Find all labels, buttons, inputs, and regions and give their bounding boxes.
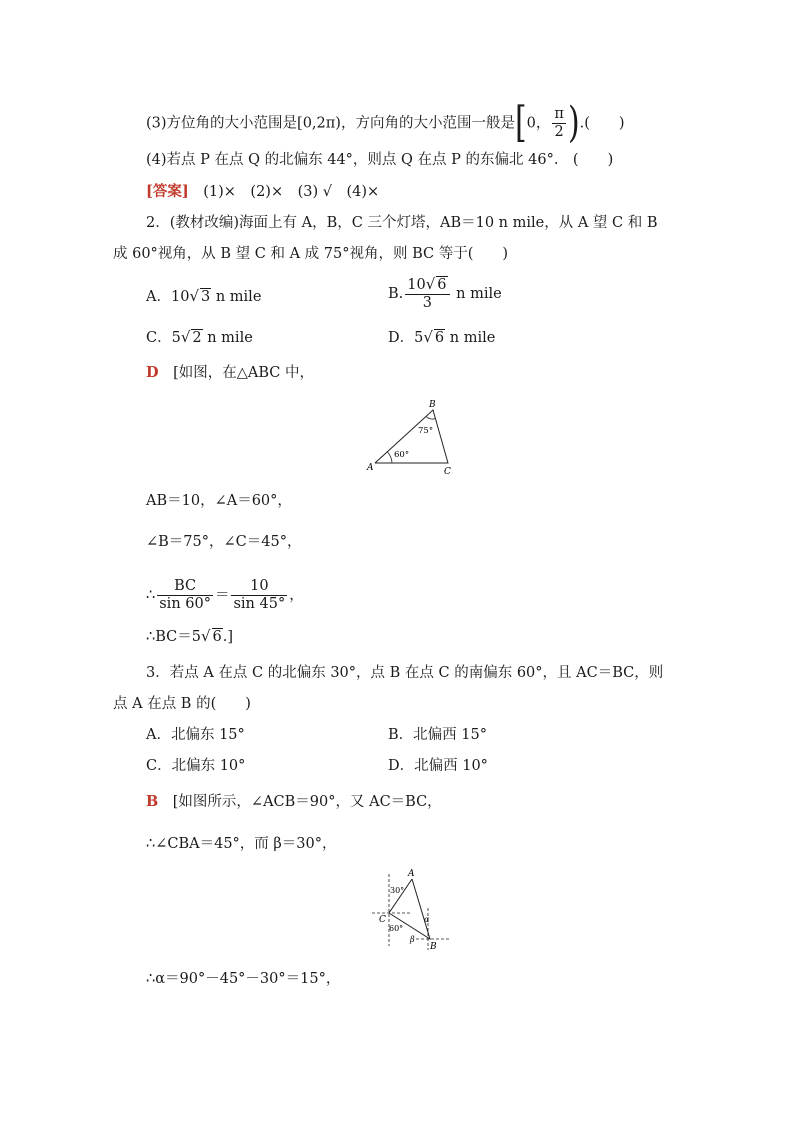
- q3-option-c: C．北偏东 10°: [146, 758, 246, 774]
- sqrt-sign: √: [423, 328, 433, 346]
- q2-option-b: [388, 276, 502, 312]
- pi-denominator: 2: [554, 124, 564, 140]
- sqrt-sign: √: [200, 627, 211, 645]
- sqrt-sign: √: [180, 328, 191, 346]
- vertex-b-label: B: [429, 400, 436, 410]
- q2-answer-text: [如图，在△ABC 中，: [158, 365, 314, 381]
- q2-solution-3: [146, 578, 304, 613]
- beta-label: β: [410, 935, 415, 944]
- q2-solution-1: AB＝10，∠A＝60°，: [146, 493, 292, 509]
- answer1-line: [146, 182, 379, 202]
- sine-law-right: [231, 578, 287, 613]
- q2-option-d: [388, 327, 495, 348]
- alpha-label: α: [424, 915, 430, 924]
- bc-result-prefix: ∴BC＝5: [146, 629, 201, 645]
- q3-answer-text: [如图所示，∠ACB＝90°，又 AC＝BC，: [158, 794, 442, 810]
- answer-tag: [答案]: [146, 183, 189, 200]
- bc-result-radicand: 6: [212, 629, 222, 645]
- q3-solution-2: ∴α＝90°－45°－30°＝15°，: [146, 971, 341, 987]
- q2-option-a: [146, 286, 261, 307]
- option-d-radicand: 6: [434, 330, 445, 346]
- option-a-unit: n mile: [211, 289, 262, 305]
- pi-over-two: [552, 106, 566, 141]
- angle-30-label: 30°: [390, 886, 405, 895]
- q3-item-line: [146, 98, 625, 148]
- sqrt-sign: √: [425, 275, 436, 293]
- angle-a-label: 60°: [394, 450, 410, 460]
- option-a-prefix: A．10: [146, 289, 190, 305]
- sine-law-left-num: BC: [157, 578, 213, 596]
- option-d-unit: n mile: [445, 330, 496, 346]
- option-c-unit: n mile: [202, 330, 253, 346]
- sine-law-left: [157, 578, 213, 613]
- vertex-c-label: C: [444, 467, 451, 477]
- vertex-c-label: C: [379, 915, 386, 925]
- q3-option-b: B．北偏西 15°: [388, 727, 487, 743]
- option-d-prefix: D．5: [388, 330, 424, 346]
- angle-60-label: 60°: [389, 924, 404, 933]
- option-b-denominator: 3: [422, 295, 432, 311]
- left-bracket: [: [514, 98, 527, 148]
- q2-line2: 成 60°视角，从 B 望 C 和 A 成 75°视角，则 BC 等于( ): [113, 246, 509, 262]
- option-c-radicand: 2: [192, 330, 202, 346]
- q2-solution-2: ∠B＝75°，∠C＝45°，: [146, 534, 302, 550]
- bc-result-suffix: .]: [222, 629, 234, 645]
- vertex-b-label: B: [430, 942, 437, 952]
- option-b-fraction: [405, 276, 449, 312]
- option-b-prefix: B.: [388, 286, 404, 302]
- vertex-a-label: A: [367, 463, 374, 473]
- q3-option-d: D．北偏西 10°: [388, 758, 488, 774]
- q3-solution-1: ∴∠CBA＝45°，而 β＝30°，: [146, 836, 337, 852]
- option-c-prefix: C．5: [146, 330, 181, 346]
- sqrt-sign: √: [189, 287, 199, 305]
- sine-law-right-den: sin 45°: [233, 596, 286, 612]
- q3-line1: 3．若点 A 在点 C 的北偏东 30°，点 B 在点 C 的南偏东 60°，且 AC＝BC，则: [146, 665, 664, 681]
- q2-answer-letter: D: [146, 364, 159, 381]
- therefore-sign: ∴: [146, 587, 156, 604]
- triangle-outline: [375, 410, 448, 463]
- q2-option-c: [146, 327, 253, 348]
- option-a-radicand: 3: [201, 289, 211, 305]
- pi-numerator: π: [554, 106, 564, 122]
- answer-text: (1)× (2)× (3) √ (4)×: [188, 184, 380, 200]
- q3-answer-line: [146, 792, 442, 812]
- option-b-unit: n mile: [451, 286, 502, 302]
- right-paren: ): [567, 98, 580, 148]
- option-b-radicand: 6: [437, 277, 447, 293]
- angle-b-label: 75°: [418, 426, 434, 436]
- q2-line1: 2．(教材改编)海面上有 A，B，C 三个灯塔，AB＝10 n mile，从 A 望 C 和 B: [146, 215, 658, 231]
- q4-item-line: (4)若点 P 在点 Q 的北偏东 44°，则点 Q 在点 P 的东偏北 46°. ( ): [146, 152, 614, 168]
- q3-option-a: A．北偏东 15°: [146, 727, 245, 743]
- bearing-figure: [368, 866, 454, 954]
- q2-solution-4: [146, 626, 233, 647]
- option-b-num-coef: 10: [407, 277, 426, 293]
- triangle-figure: [362, 396, 462, 478]
- vertex-a-label: A: [408, 869, 415, 879]
- q2-answer-line: [146, 363, 314, 383]
- comma: ，: [289, 587, 304, 604]
- angle-b-arc: [426, 417, 436, 420]
- sine-law-left-den: sin 60°: [159, 596, 211, 612]
- option-b-numerator: [405, 276, 449, 295]
- angle-a-arc: [388, 452, 393, 463]
- sine-law-right-num: 10: [231, 578, 287, 596]
- q3-answer-letter: B: [146, 793, 159, 810]
- equals-sign: ＝: [214, 587, 230, 604]
- q3-item-text: (3)方位角的大小范围是[0,2π)，方向角的大小范围一般是: [146, 115, 515, 132]
- q3-item-paren: .( ): [579, 115, 625, 132]
- q3-line2: 点 A 在点 B 的( ): [113, 696, 251, 712]
- interval-start: 0，: [526, 115, 551, 132]
